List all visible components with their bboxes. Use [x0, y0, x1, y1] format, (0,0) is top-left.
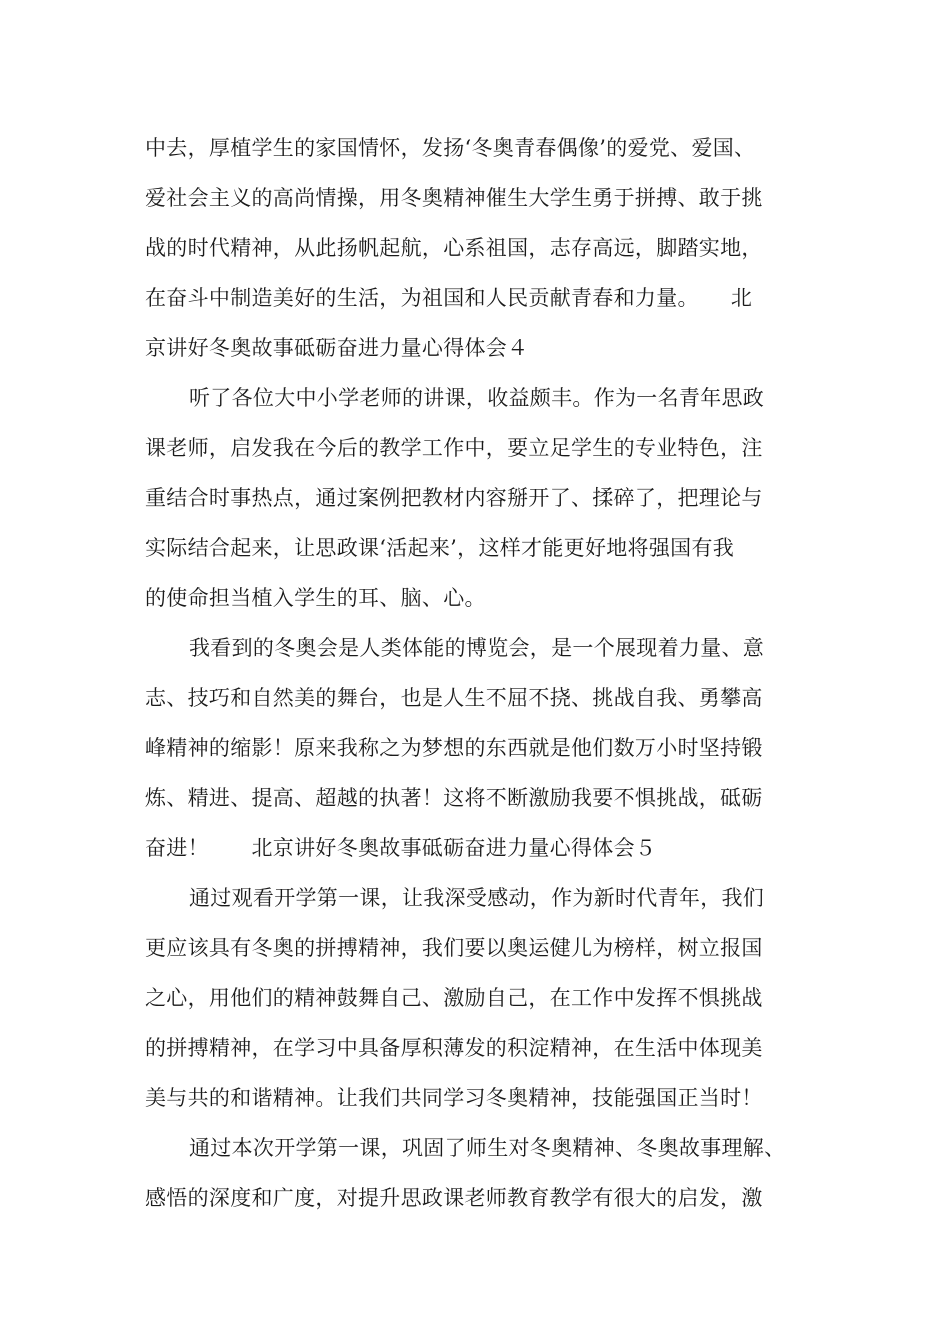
text-line: 峰精神的缩影！原来我称之为梦想的东西就是他们数万小时坚持锻	[145, 736, 763, 760]
text-line: 在奋斗中制造美好的生活，为祖国和人民贡献青春和力量。 北	[145, 286, 753, 310]
text-line: 奋进！ 北京讲好冬奥故事砥砺奋进力量心得体会５	[145, 836, 657, 860]
text-line: 听了各位大中小学老师的讲课，收益颇丰。作为一名青年思政	[189, 386, 765, 410]
text-line: 之心，用他们的精神鼓舞自己、激励自己，在工作中发挥不惧挑战	[145, 986, 763, 1010]
text-line: 志、技巧和自然美的舞台，也是人生不屈不挠、挑战自我、勇攀高	[145, 686, 763, 710]
text-line: 课老师，启发我在今后的教学工作中，要立足学生的专业特色，注	[145, 436, 763, 460]
text-line: 的使命担当植入学生的耳、脑、心。	[145, 586, 486, 610]
text-line: 通过观看开学第一课，让我深受感动，作为新时代青年，我们	[189, 886, 765, 910]
text-line: 我看到的冬奥会是人类体能的博览会，是一个展现着力量、意	[189, 636, 765, 660]
text-line: 美与共的和谐精神。让我们共同学习冬奥精神，技能强国正当时！	[145, 1086, 763, 1110]
text-line: 爱社会主义的高尚情操，用冬奥精神催生大学生勇于拼搏、敢于挑	[145, 186, 763, 210]
text-line: 实际结合起来，让思政课‘活起来’，这样才能更好地将强国有我	[145, 536, 735, 560]
text-line: 感悟的深度和广度，对提升思政课老师教育教学有很大的启发，激	[145, 1186, 763, 1210]
text-line: 炼、精进、提高、超越的执著！这将不断激励我要不惧挑战，砥砺	[145, 786, 763, 810]
text-line: 战的时代精神，从此扬帆起航，心系祖国，志存高远，脚踏实地，	[145, 236, 763, 260]
text-line: 重结合时事热点，通过案例把教材内容掰开了、揉碎了，把理论与	[145, 486, 763, 510]
text-line: 的拼搏精神，在学习中具备厚积薄发的积淀精神，在生活中体现美	[145, 1036, 763, 1060]
text-line: 通过本次开学第一课，巩固了师生对冬奥精神、冬奥故事理解、	[189, 1136, 786, 1160]
section-heading-line: 京讲好冬奥故事砥砺奋进力量心得体会４	[145, 336, 529, 360]
text-line: 更应该具有冬奥的拼搏精神，我们要以奥运健儿为榜样，树立报国	[145, 936, 763, 960]
text-line: 中去，厚植学生的家国情怀，发扬‘冬奥青春偶像’的爱党、爱国、	[145, 136, 756, 160]
